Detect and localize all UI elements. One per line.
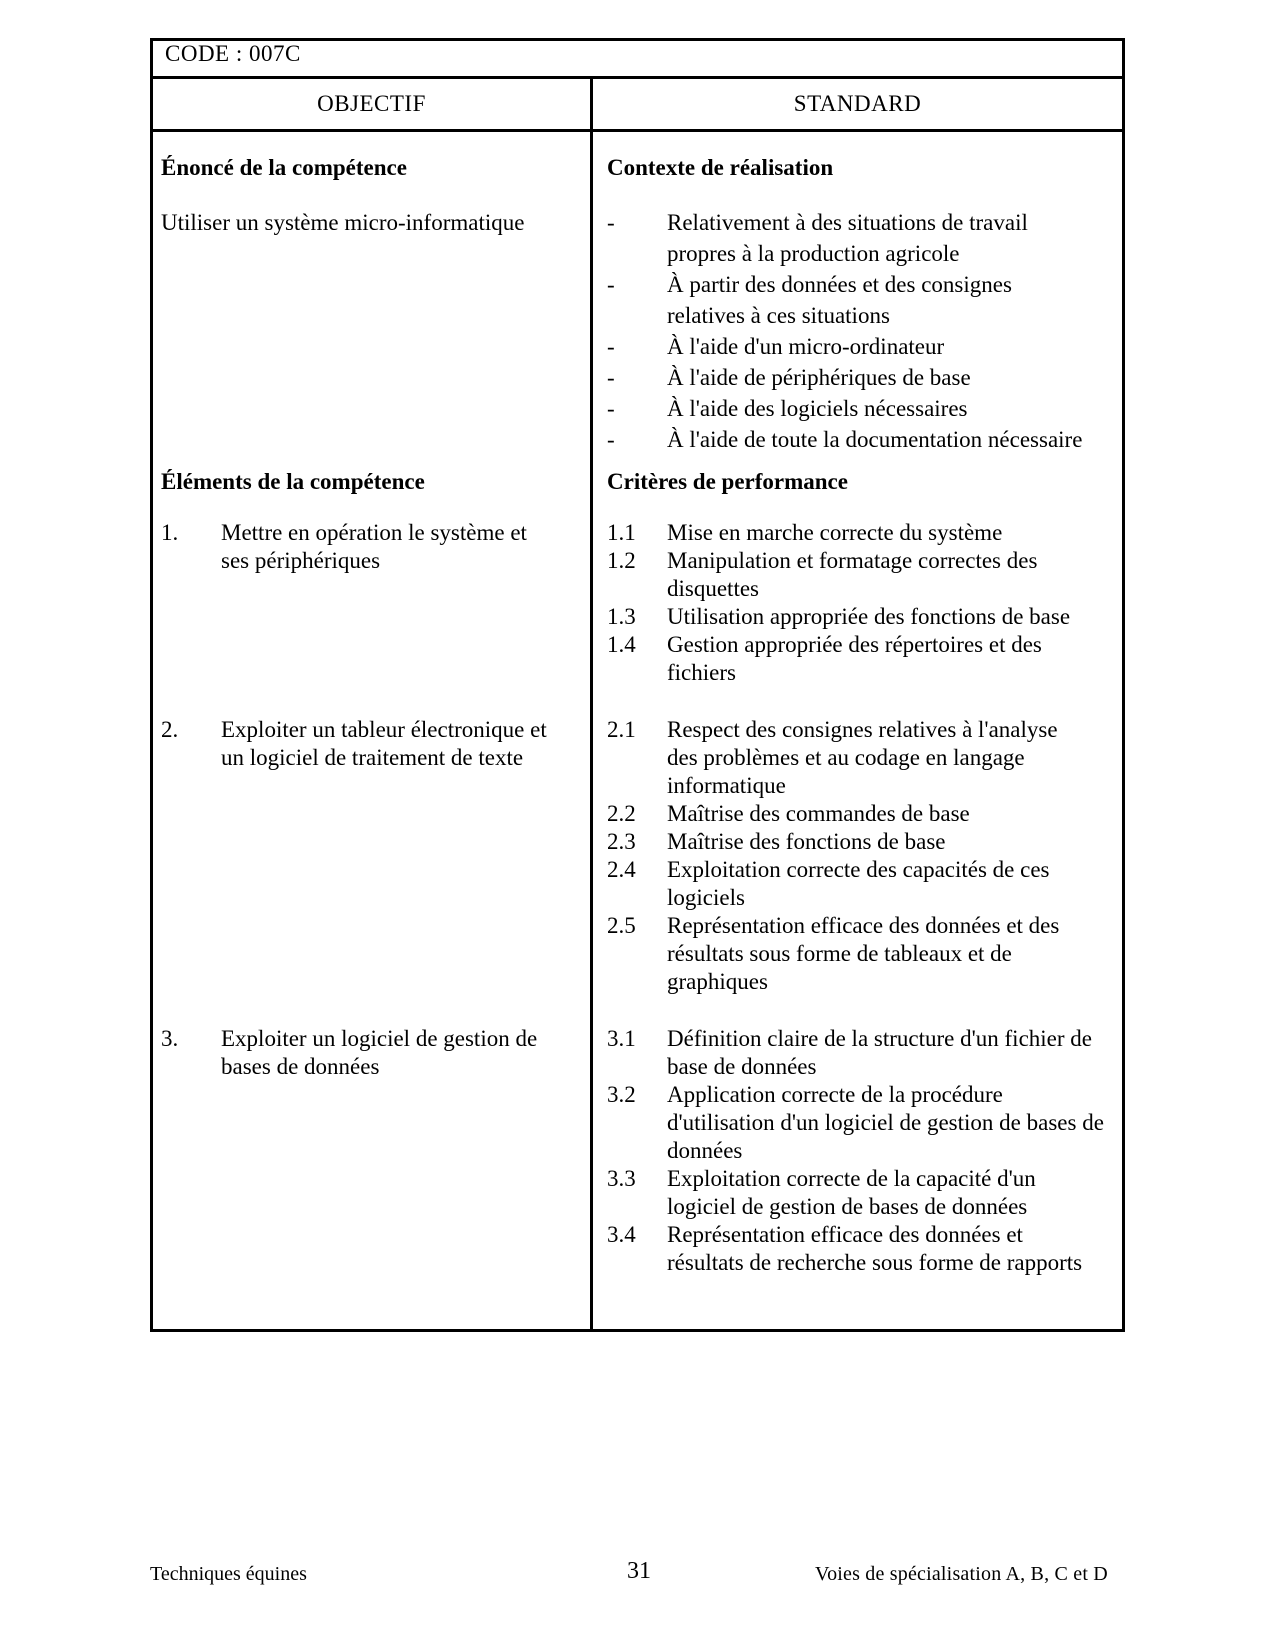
critere-item: [607, 800, 1119, 828]
critere-item: [607, 547, 1119, 603]
contexte-heading: Contexte de réalisation: [607, 155, 834, 180]
critere-number: 3.2: [607, 1082, 636, 1107]
critere-number: 2.4: [607, 857, 636, 882]
contexte-item: [607, 393, 1119, 424]
critere-line: Mise en marche correcte du système: [667, 520, 1003, 545]
element-text-line: Exploiter un tableur électronique et: [221, 717, 547, 742]
critere-line: Respect des consignes relatives à l'analyse: [667, 717, 1058, 742]
criteres-group-1: [607, 519, 1119, 687]
criteres-group-2: [607, 716, 1119, 996]
header-row: [153, 79, 1122, 132]
contexte-marker: -: [607, 272, 615, 297]
element-item: [161, 519, 581, 575]
critere-item: [607, 716, 1119, 800]
element-number: 3.: [161, 1026, 179, 1051]
enonce-text: Utiliser un système micro-informatique: [161, 210, 525, 235]
critere-line: Représentation efficace des données et des: [667, 913, 1060, 938]
objectif-header: OBJECTIF: [317, 91, 426, 116]
contexte-marker: -: [607, 365, 615, 390]
critere-line: informatique: [667, 773, 786, 798]
critere-item: [607, 631, 1119, 687]
contexte-line: À l'aide des logiciels nécessaires: [667, 396, 968, 421]
element-number: 2.: [161, 717, 179, 742]
element-text-line: Mettre en opération le système et: [221, 520, 527, 545]
critere-item: [607, 828, 1119, 856]
code-label: CODE : 007C: [165, 41, 301, 66]
critere-line: logiciel de gestion de bases de données: [667, 1194, 1028, 1219]
contexte-item: [607, 207, 1119, 269]
critere-line: graphiques: [667, 969, 768, 994]
critere-line: données: [667, 1138, 743, 1163]
critere-item: [607, 1081, 1119, 1165]
critere-line: Exploitation correcte des capacités de ces: [667, 857, 1050, 882]
critere-item: [607, 1025, 1119, 1081]
contexte-item: [607, 424, 1119, 455]
critere-number: 2.3: [607, 829, 636, 854]
standard-header: STANDARD: [793, 91, 922, 116]
critere-item: [607, 1165, 1119, 1221]
critere-line: Application correcte de la procédure: [667, 1082, 1003, 1107]
element-text-line: ses périphériques: [221, 548, 381, 573]
objectif-column: [161, 155, 581, 1079]
critere-line: base de données: [667, 1054, 817, 1079]
contexte-line: À partir des données et des consignes: [667, 272, 1012, 297]
element-text-line: un logiciel de traitement de texte: [221, 745, 524, 770]
critere-item: [607, 856, 1119, 912]
critere-number: 3.3: [607, 1166, 636, 1191]
element-text-line: Exploiter un logiciel de gestion de: [221, 1026, 538, 1051]
contexte-marker: -: [607, 210, 615, 235]
critere-number: 2.5: [607, 913, 636, 938]
critere-line: Maîtrise des fonctions de base: [667, 829, 946, 854]
contexte-line: Relativement à des situations de travail: [667, 210, 1028, 235]
standard-column: [607, 155, 1119, 1275]
criteres-group-3: [607, 1025, 1119, 1277]
element-item: [161, 1025, 581, 1081]
contexte-item: [607, 362, 1119, 393]
element-item: [161, 716, 581, 772]
page-number: 31: [627, 1558, 651, 1584]
critere-line: disquettes: [667, 576, 759, 601]
critere-number: 3.1: [607, 1026, 636, 1051]
critere-line: résultats sous forme de tableaux et de: [667, 941, 1012, 966]
critere-number: 3.4: [607, 1222, 636, 1247]
contexte-line: À l'aide de périphériques de base: [667, 365, 971, 390]
contexte-marker: -: [607, 334, 615, 359]
critere-line: Représentation efficace des données et: [667, 1222, 1023, 1247]
critere-item: [607, 603, 1119, 631]
critere-item: [607, 1221, 1119, 1277]
critere-item: [607, 912, 1119, 996]
critere-line: d'utilisation d'un logiciel de gestion de bases de: [667, 1110, 1104, 1135]
footer-program-title: Techniques équines: [150, 1563, 307, 1585]
footer-specialization: Voies de spécialisation A, B, C et D: [815, 1563, 1108, 1585]
critere-line: Définition claire de la structure d'un fichier de: [667, 1026, 1092, 1051]
element-text-line: bases de données: [221, 1054, 380, 1079]
contexte-line: relatives à ces situations: [667, 303, 890, 328]
column-divider: [590, 79, 593, 1329]
critere-line: fichiers: [667, 660, 736, 685]
contexte-item: [607, 269, 1119, 331]
critere-number: 1.1: [607, 520, 636, 545]
contexte-marker: -: [607, 396, 615, 421]
critere-line: Exploitation correcte de la capacité d'un: [667, 1166, 1036, 1191]
contexte-marker: -: [607, 427, 615, 452]
critere-line: des problèmes et au codage en langage: [667, 745, 1025, 770]
critere-number: 1.4: [607, 632, 636, 657]
competency-table: [150, 38, 1125, 1332]
criteres-heading: Critères de performance: [607, 469, 848, 494]
elements-heading: Éléments de la compétence: [161, 469, 425, 494]
critere-line: Gestion appropriée des répertoires et des: [667, 632, 1042, 657]
contexte-item: [607, 331, 1119, 362]
contexte-line: À l'aide d'un micro-ordinateur: [667, 334, 945, 359]
critere-line: résultats de recherche sous forme de rapports: [667, 1250, 1083, 1275]
critere-number: 2.1: [607, 717, 636, 742]
element-number: 1.: [161, 520, 179, 545]
critere-number: 1.3: [607, 604, 636, 629]
contexte-line: À l'aide de toute la documentation nécessaire: [667, 427, 1083, 452]
critere-line: logiciels: [667, 885, 745, 910]
contexte-line: propres à la production agricole: [667, 241, 960, 266]
critere-item: [607, 519, 1119, 547]
critere-number: 2.2: [607, 801, 636, 826]
critere-number: 1.2: [607, 548, 636, 573]
critere-line: Maîtrise des commandes de base: [667, 801, 970, 826]
critere-line: Manipulation et formatage correctes des: [667, 548, 1038, 573]
enonce-heading: Énoncé de la compétence: [161, 155, 407, 180]
critere-line: Utilisation appropriée des fonctions de base: [667, 604, 1071, 629]
code-row: [153, 41, 1122, 79]
